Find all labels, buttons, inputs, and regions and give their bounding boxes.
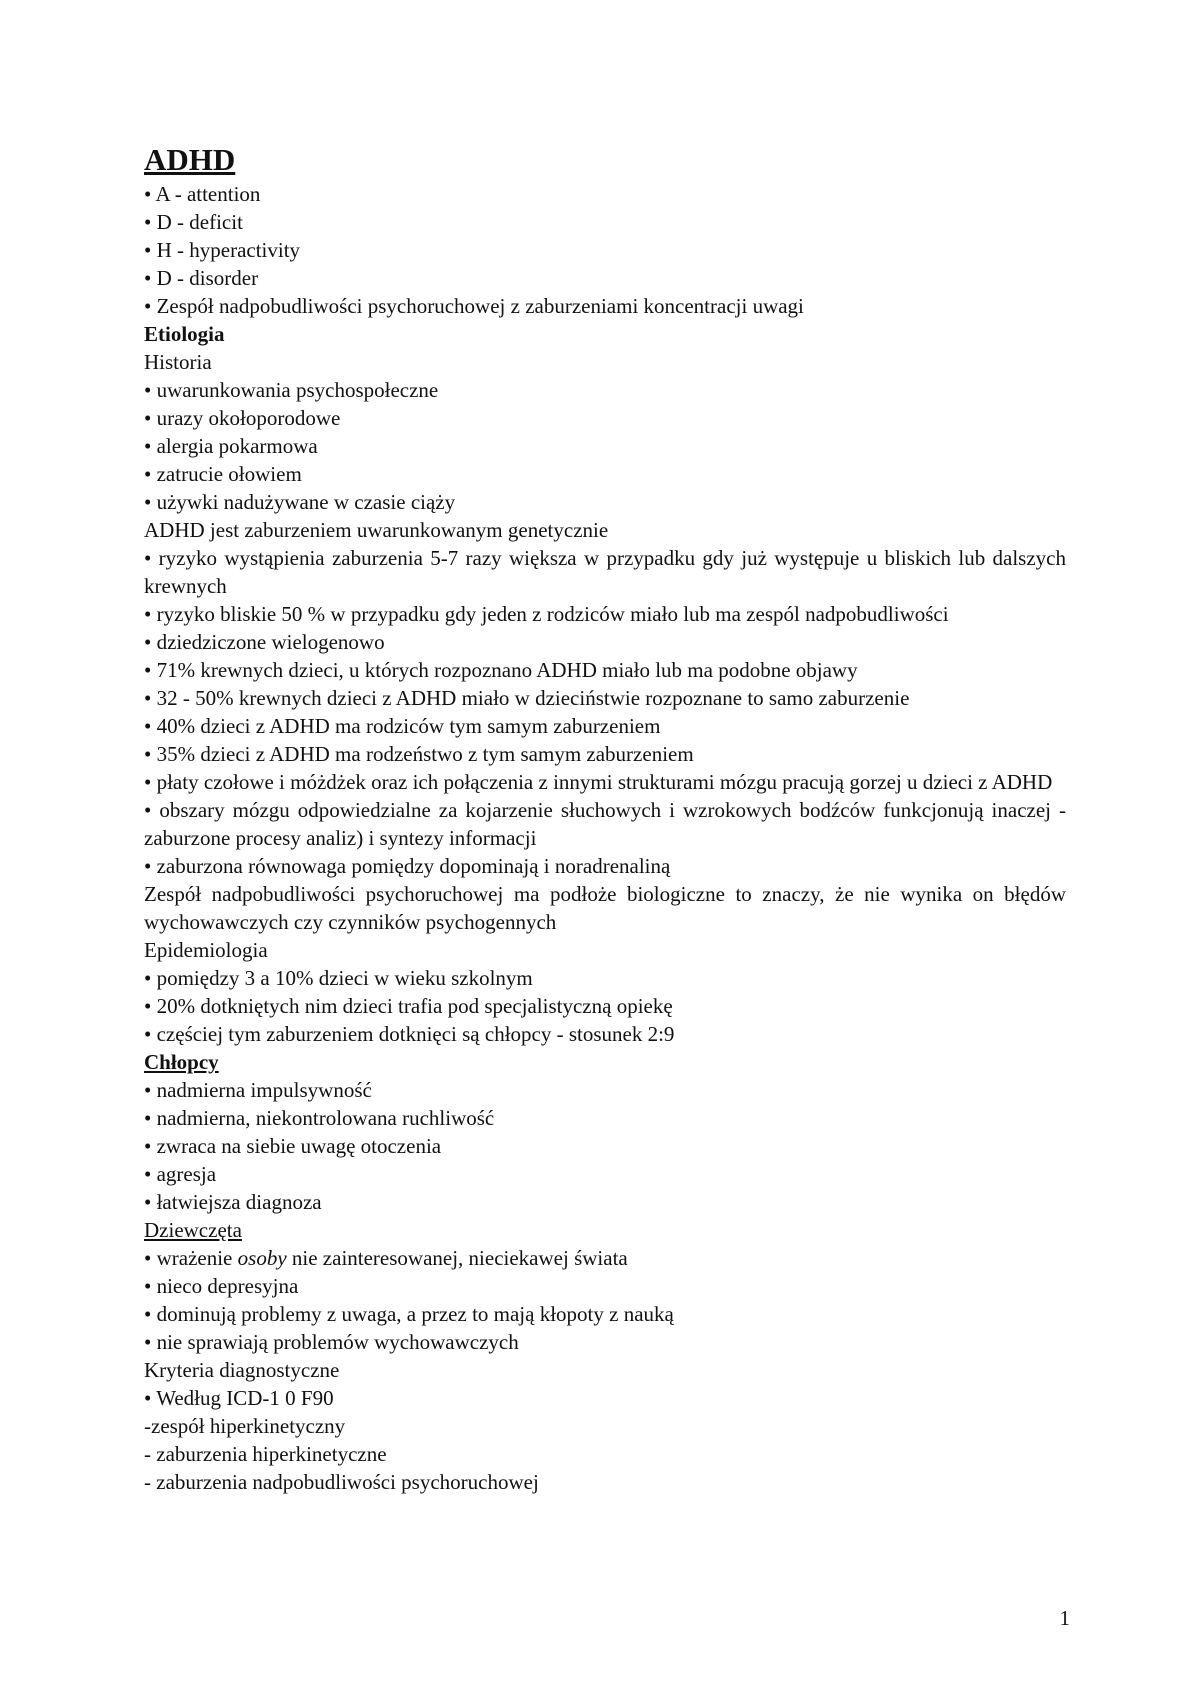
list-item: • używki nadużywane w czasie ciąży (144, 490, 456, 514)
document-page (144, 140, 1066, 1496)
list-item: • D - disorder (144, 266, 259, 290)
list-item: • 35% dzieci z ADHD ma rodzeństwo z tym samym zaburzeniem (144, 742, 694, 766)
list-item: • nadmierna impulsywność (144, 1078, 372, 1102)
list-item: • 40% dzieci z ADHD ma rodziców tym samym zaburzeniem (144, 714, 661, 738)
list-item: - zaburzenia nadpobudliwości psychoruchowej (144, 1470, 539, 1494)
list-item: • A - attention (144, 182, 261, 206)
list-item: • 32 - 50% krewnych dzieci z ADHD miało w dzieciństwie rozpoznane to samo zaburzenie (144, 686, 910, 710)
history-list (144, 376, 1066, 516)
list-item: • łatwiejsza diagnoza (144, 1190, 322, 1214)
list-item: • nadmierna, niekontrolowana ruchliwość (144, 1106, 495, 1130)
genetic-intro: ADHD jest zaburzeniem uwarunkowanym genetycznie (144, 518, 609, 542)
list-item: • dominują problemy z uwaga, a przez to mają kłopoty z nauką (144, 1302, 674, 1326)
list-item: • ryzyko wystąpienia zaburzenia 5-7 razy większa w przypadku gdy już występuje u bliskich lub dalszych krewnych (144, 546, 1066, 598)
epidemiology-list (144, 964, 1066, 1048)
epidemiology-label: Epidemiologia (144, 938, 268, 962)
list-item: • Zespół nadpobudliwości psychoruchowej z zaburzeniami koncentracji uwagi (144, 294, 804, 318)
acronym-list (144, 180, 1066, 320)
list-item (144, 1244, 1066, 1272)
genetic-list (144, 544, 1066, 880)
list-item: • Według ICD-1 0 F90 (144, 1386, 334, 1410)
criteria-label: Kryteria diagnostyczne (144, 1358, 340, 1382)
list-item: • alergia pokarmowa (144, 434, 318, 458)
list-item: • nieco depresyjna (144, 1274, 299, 1298)
list-item: • ryzyko bliskie 50 % w przypadku gdy jeden z rodziców miało lub ma zespól nadpobudliwości (144, 602, 949, 626)
etiology-heading: Etiologia (144, 322, 225, 346)
list-item: • częściej tym zaburzeniem dotknięci są chłopcy - stosunek 2:9 (144, 1022, 675, 1046)
list-item: • H - hyperactivity (144, 238, 301, 262)
list-item: • zaburzona równowaga pomiędzy dopominają i noradrenaliną (144, 854, 671, 878)
document-title: ADHD (144, 142, 236, 177)
list-item: • agresja (144, 1162, 217, 1186)
girls-list (144, 1244, 1066, 1356)
list-item: • pomiędzy 3 a 10% dzieci w wieku szkolnym (144, 966, 533, 990)
girls-heading: Dziewczęta (144, 1218, 242, 1242)
biology-paragraph: Zespół nadpobudliwości psychoruchowej ma podłoże biologiczne to znaczy, że nie wynika on błędów wychowawczych czy czynników psychogennych (144, 882, 1066, 934)
list-item: • dziedziczone wielogenowo (144, 630, 385, 654)
list-item: • zatrucie ołowiem (144, 462, 302, 486)
history-label: Historia (144, 350, 212, 374)
list-item: • zwraca na siebie uwagę otoczenia (144, 1134, 442, 1158)
list-item: • nie sprawiają problemów wychowawczych (144, 1330, 519, 1354)
list-item: • 71% krewnych dzieci, u których rozpoznano ADHD miało lub ma podobne objawy (144, 658, 858, 682)
list-item: • D - deficit (144, 210, 243, 234)
list-item: • obszary mózgu odpowiedzialne za kojarzenie słuchowych i wzrokowych bodźców funkcjonują inaczej - zaburzone procesy analiz) i syntezy informacji (144, 798, 1066, 850)
list-item: • płaty czołowe i móżdżek oraz ich połączenia z innymi strukturami mózgu pracują gorzej u dzieci z ADHD (144, 770, 1053, 794)
boys-list (144, 1076, 1066, 1216)
girls-first-before: • wrażenie (144, 1246, 238, 1270)
list-item: - zaburzenia hiperkinetyczne (144, 1442, 387, 1466)
list-item: • urazy okołoporodowe (144, 406, 341, 430)
criteria-list (144, 1384, 1066, 1496)
girls-first-after: nie zainteresowanej, nieciekawej świata (286, 1246, 628, 1270)
girls-first-italic: osoby (237, 1246, 287, 1270)
list-item: • 20% dotkniętych nim dzieci trafia pod specjalistyczną opiekę (144, 994, 673, 1018)
page-number: 1 (1059, 1606, 1070, 1630)
boys-heading: Chłopcy (144, 1050, 219, 1074)
list-item: • uwarunkowania psychospołeczne (144, 378, 439, 402)
list-item: -zespół hiperkinetyczny (144, 1414, 346, 1438)
